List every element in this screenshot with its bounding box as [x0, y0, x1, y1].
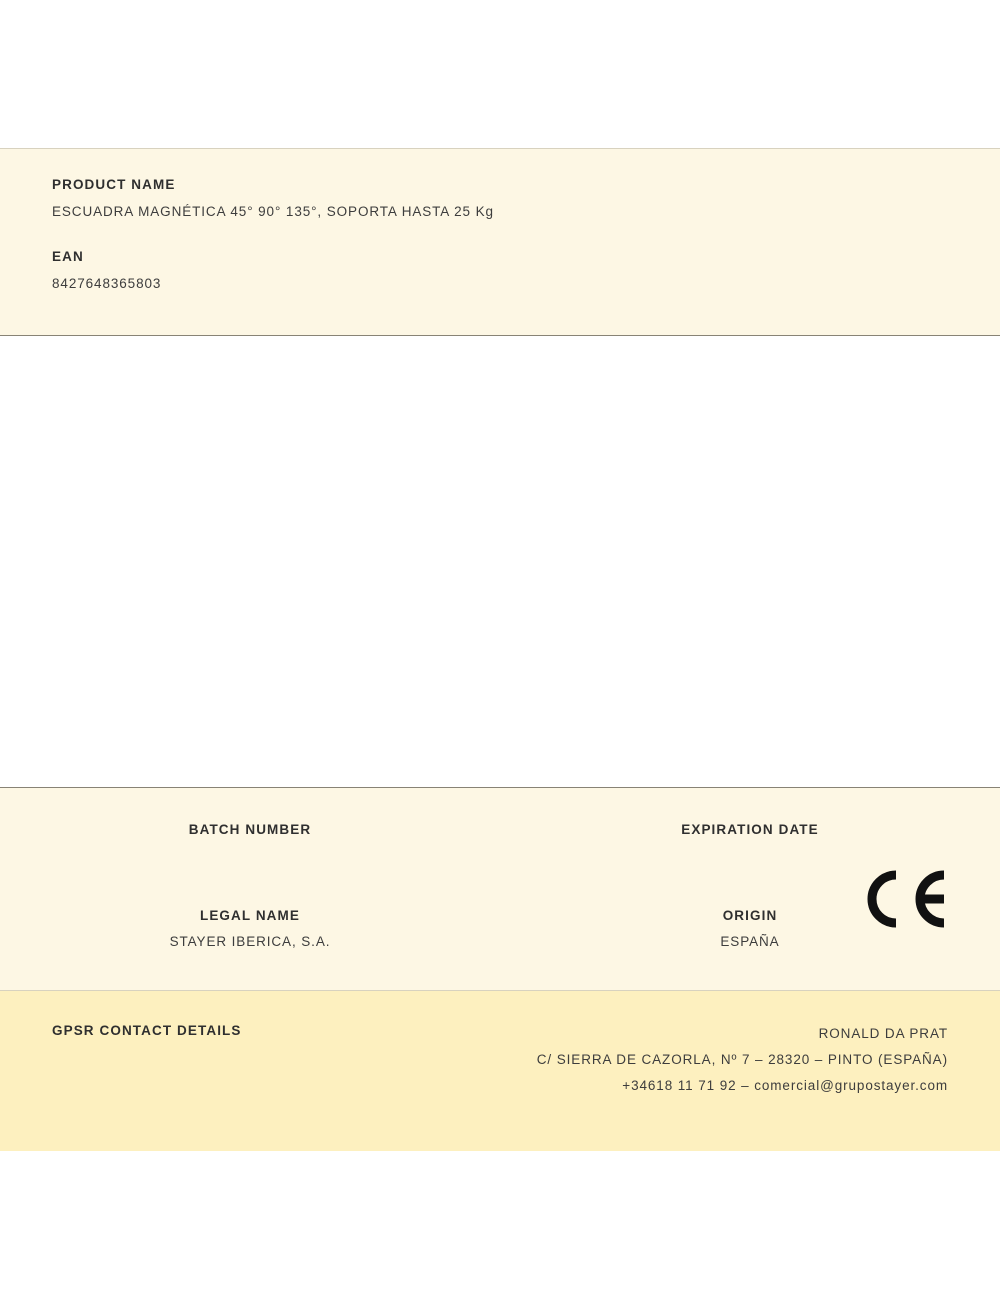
origin-label: ORIGIN	[722, 908, 778, 923]
ean-field	[52, 249, 948, 291]
batch-expiration-row	[0, 822, 1000, 864]
row-spacer	[0, 864, 1000, 908]
blank-content-area	[0, 336, 1000, 788]
top-spacer	[0, 0, 1000, 148]
product-name-value: ESCUADRA MAGNÉTICA 45° 90° 135°, SOPORTA HASTA 25 Kg	[52, 204, 494, 219]
gpsr-contact-phone-email: +34618 11 71 92 – comercial@grupostayer.com	[622, 1078, 948, 1093]
bottom-spacer	[0, 1151, 1000, 1300]
product-info-section	[0, 148, 1000, 336]
legal-name-field	[0, 908, 500, 950]
ean-label: EAN	[52, 249, 84, 264]
expiration-date-field	[500, 822, 1000, 864]
origin-value: ESPAÑA	[720, 934, 780, 949]
expiration-date-value	[500, 848, 1000, 864]
legal-name-value: STAYER IBERICA, S.A.	[169, 934, 331, 949]
legal-origin-row	[0, 908, 1000, 950]
product-name-label: PRODUCT NAME	[52, 177, 176, 192]
gpsr-contact-section	[0, 991, 1000, 1151]
gpsr-contact-name: RONALD DA PRAT	[818, 1026, 948, 1041]
batch-number-value	[0, 848, 500, 864]
legal-name-label: LEGAL NAME	[199, 908, 300, 923]
batch-number-field	[0, 822, 500, 864]
batch-number-label: BATCH NUMBER	[188, 822, 312, 837]
gpsr-contact-address: C/ SIERRA DE CAZORLA, Nº 7 – 28320 – PINTO (ESPAÑA)	[536, 1052, 948, 1067]
ean-value: 8427648365803	[52, 276, 162, 291]
gpsr-address-block	[537, 1021, 948, 1099]
product-name-field	[52, 177, 948, 219]
batch-legal-section	[0, 788, 1000, 991]
gpsr-title: GPSR CONTACT DETAILS	[52, 1023, 242, 1038]
ce-marking-icon	[856, 870, 948, 928]
expiration-date-label: EXPIRATION DATE	[681, 822, 819, 837]
